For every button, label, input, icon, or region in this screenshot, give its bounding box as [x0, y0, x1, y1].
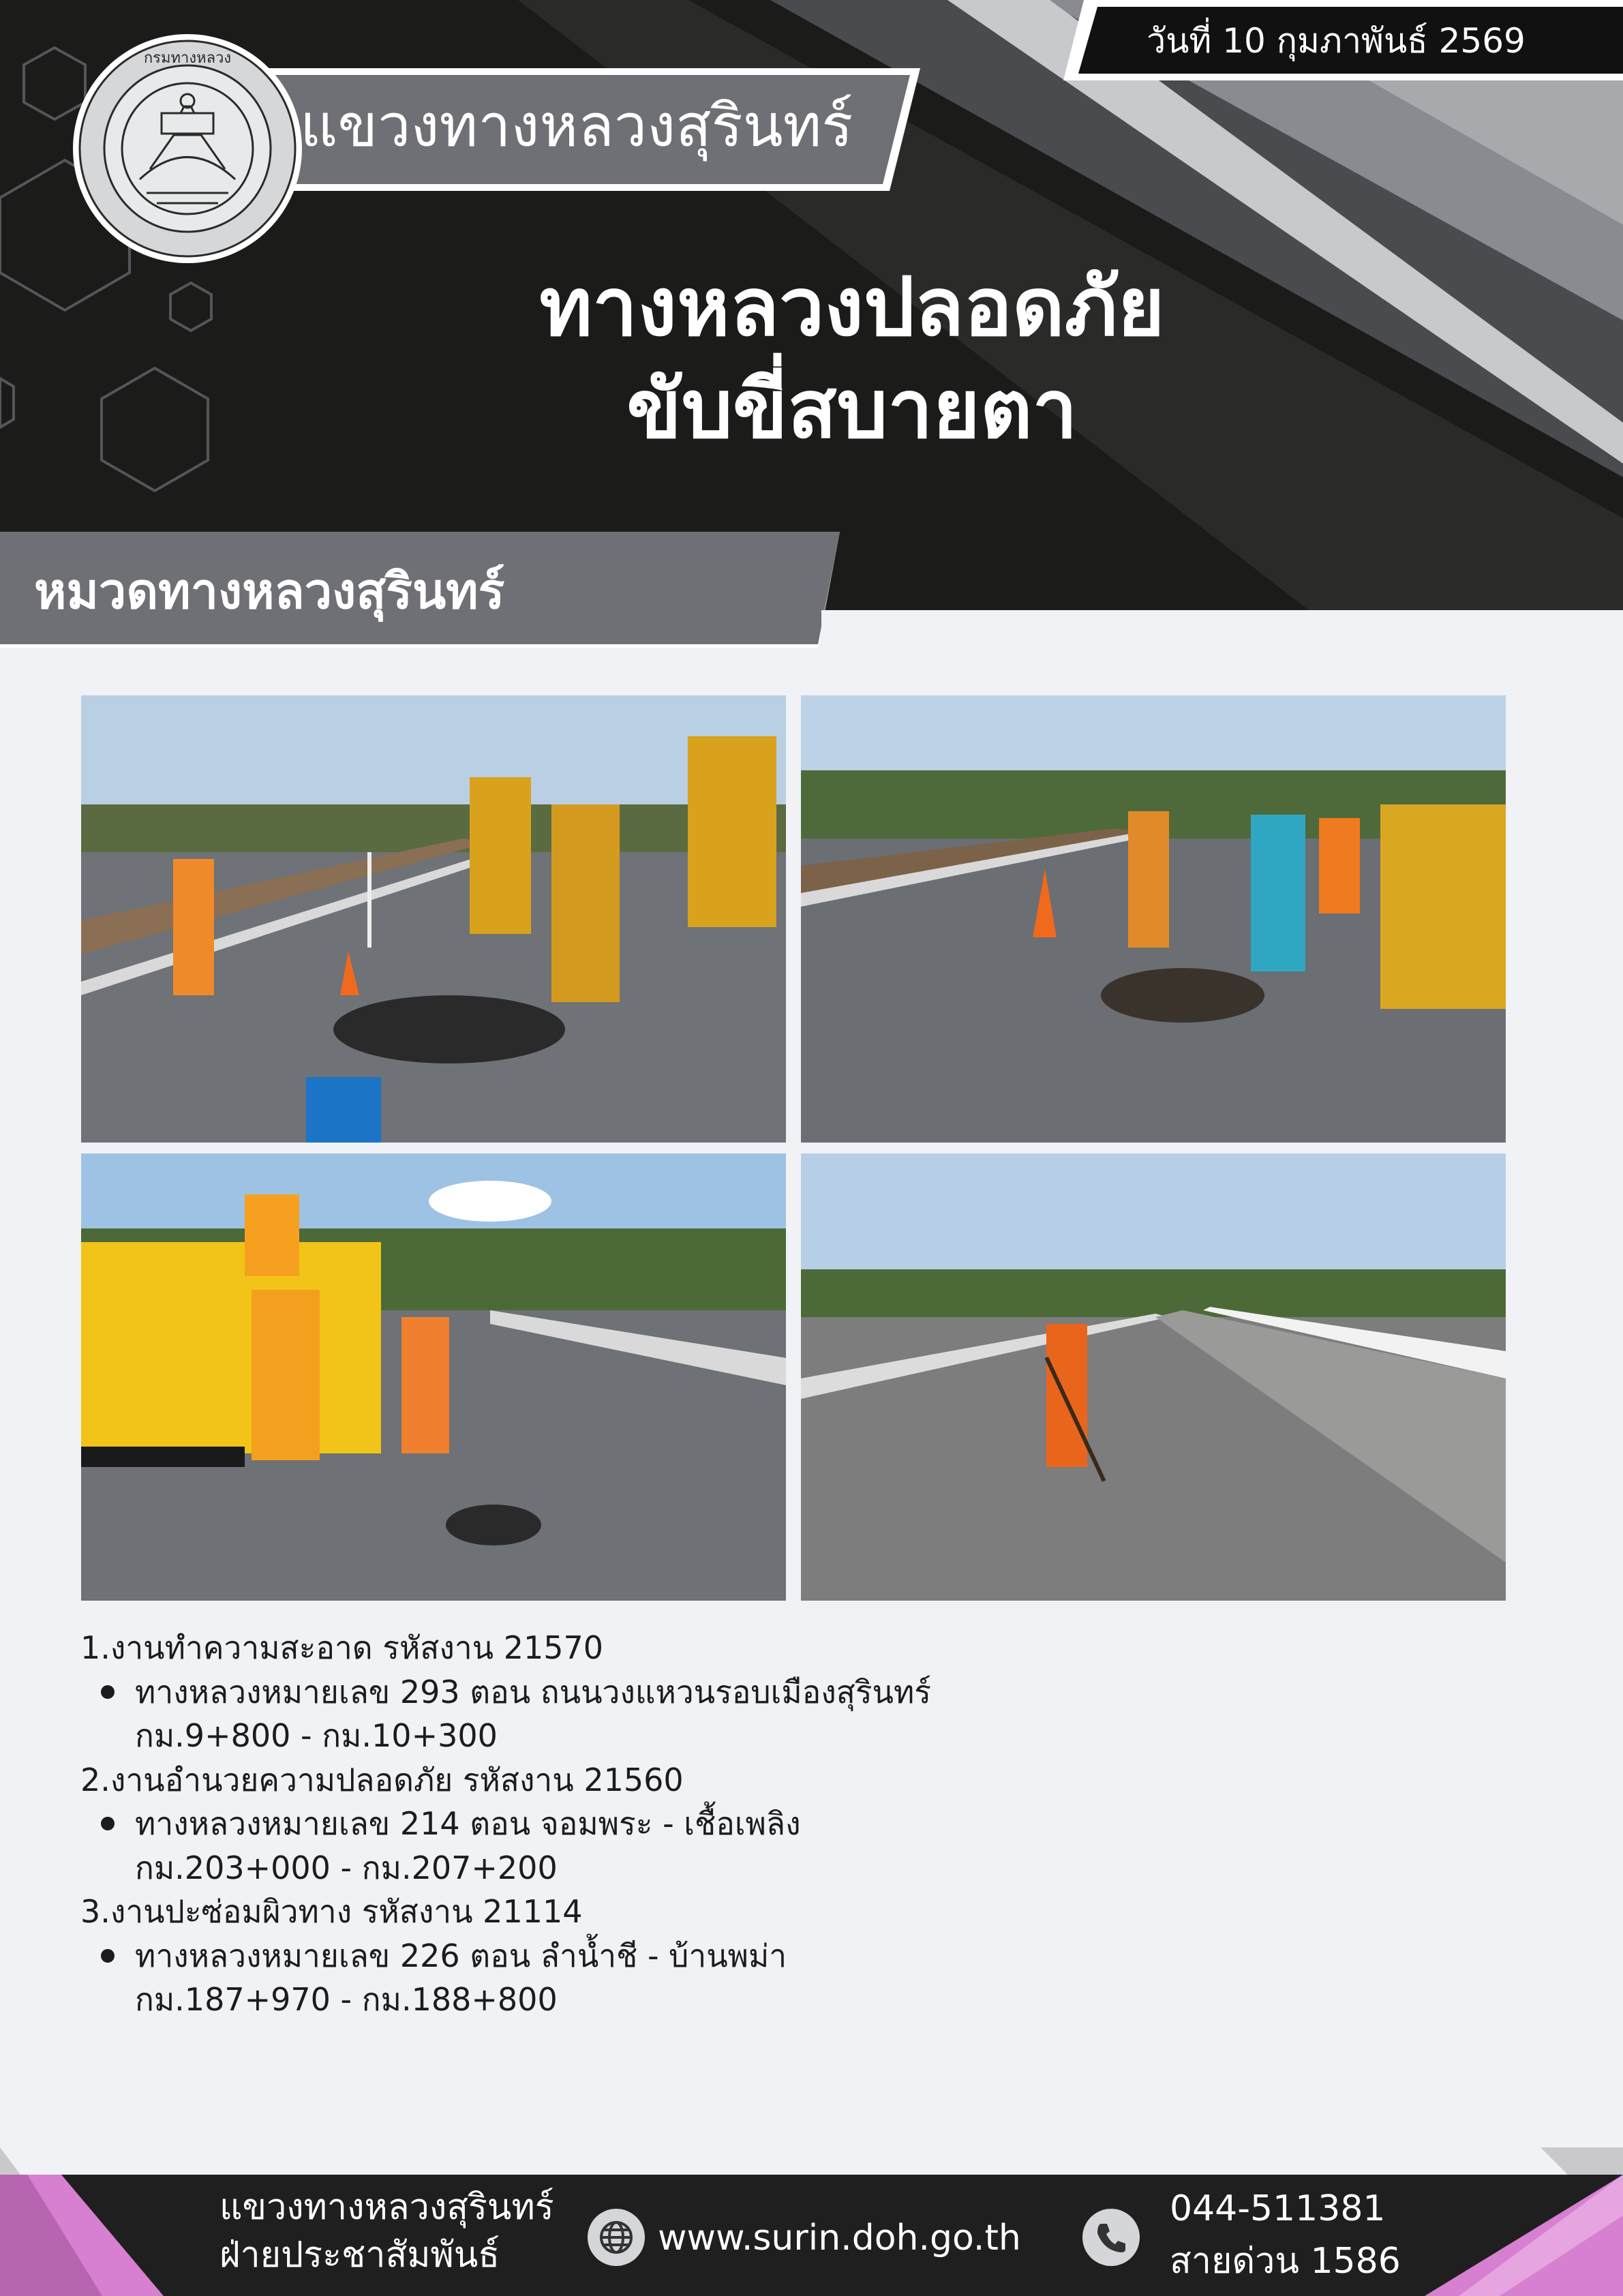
photo-road-cleaning-4 [801, 1153, 1506, 1601]
department-seal-logo [72, 33, 303, 265]
seal-text: กรมทางหลวง [143, 50, 232, 67]
task-item-3 [80, 1934, 1239, 2022]
phone-number[interactable]: 044-511381 [1170, 2188, 1386, 2229]
task-heading-3: 3.งานปะซ่อมผิวทาง รหัสงาน 21114 [80, 1893, 583, 1930]
phone-icon [1082, 2209, 1140, 2266]
content-area-background-right [821, 610, 1623, 651]
task-km-range: กม.203+000 - กม.207+200 [135, 1849, 558, 1886]
section-title: หมวดทางหลวงสุรินทร์ [34, 562, 505, 620]
office-name: แขวงทางหลวงสุรินทร์ [300, 92, 853, 160]
task-item-2 [80, 1802, 1239, 1890]
bullet-icon [101, 1685, 115, 1699]
task-heading-1: 1.งานทำความสะอาด รหัสงาน 21570 [80, 1629, 604, 1666]
task-route: ทางหลวงหมายเลข 226 ตอน ลำน้ำชี - บ้านพม่า [135, 1937, 787, 1974]
bullet-icon [101, 1949, 115, 1963]
main-title-line2: ขับขี่สบายตา [626, 362, 1078, 456]
bullet-icon [101, 1817, 115, 1830]
task-km-range: กม.9+800 - กม.10+300 [135, 1717, 498, 1754]
task-item-1 [80, 1670, 1239, 1758]
date-label: วันที่ 10 กุมภาพันธ์ 2569 [1147, 21, 1526, 61]
task-heading-2: 2.งานอำนวยความปลอดภัย รหัสงาน 21560 [80, 1761, 684, 1798]
task-km-range: กม.187+970 - กม.188+800 [135, 1981, 558, 2018]
photo-pothole-repair-1 [81, 695, 786, 1143]
task-route: ทางหลวงหมายเลข 293 ตอน ถนนวงแหวนรอบเมืองสุรินทร์ [135, 1673, 932, 1710]
footer-department: ฝ่ายประชาสัมพันธ์ [219, 2235, 500, 2276]
globe-icon [588, 2209, 645, 2266]
footer-org-name: แขวงทางหลวงสุรินทร์ [219, 2187, 554, 2228]
main-title-line1: ทางหลวงปลอดภัย [539, 260, 1165, 354]
task-route: ทางหลวงหมายเลข 214 ตอน จอมพระ - เชื้อเพลิง [135, 1805, 801, 1842]
hotline-number[interactable]: สายด่วน 1586 [1170, 2241, 1401, 2282]
task-list [80, 1626, 1239, 2022]
website-link[interactable]: www.surin.doh.go.th [658, 2218, 1021, 2259]
photo-pothole-repair-3 [81, 1153, 786, 1601]
photo-pothole-repair-2 [801, 695, 1506, 1143]
